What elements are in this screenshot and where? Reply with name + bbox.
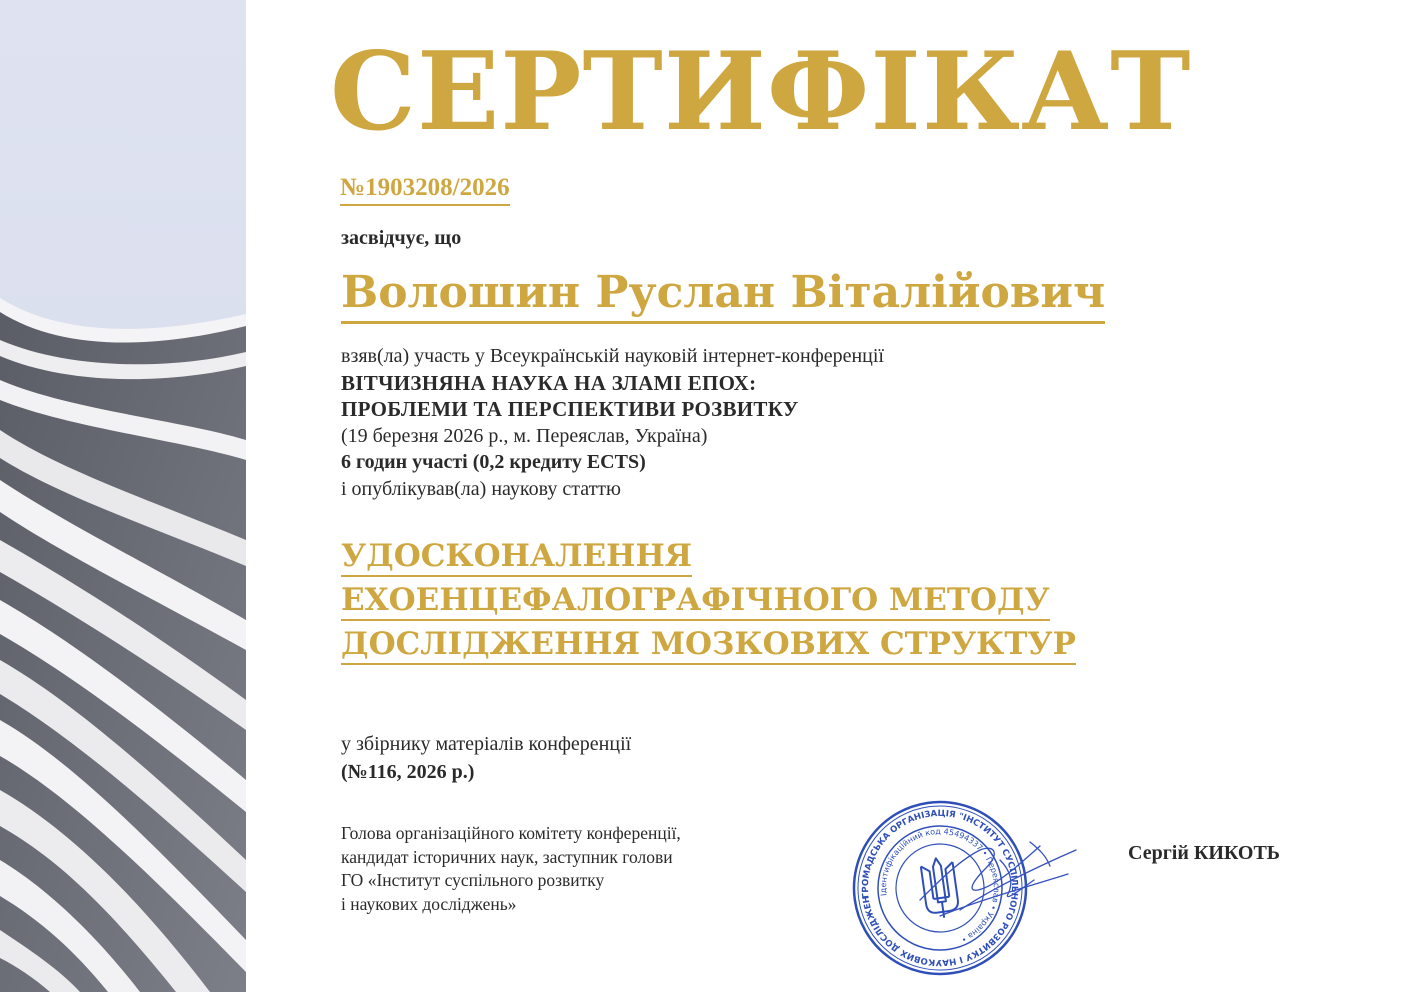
chair-position xyxy=(341,822,681,916)
conference-title-line-2: ПРОБЛЕМИ ТА ПЕРСПЕКТИВИ РОЗВИТКУ xyxy=(341,397,799,421)
article-title xyxy=(341,537,1241,669)
chair-line: Голова організаційного комітету конференції, xyxy=(341,823,681,843)
signature xyxy=(900,820,1090,930)
certificate-title: СЕРТИФІКАТ xyxy=(330,29,1192,155)
recipient-name: Волошин Руслан Віталійович xyxy=(341,268,1105,324)
published-text: і опублікував(ла) наукову статтю xyxy=(341,477,621,500)
collection-info xyxy=(341,730,631,786)
chair-line: ГО «Інститут суспільного розвитку xyxy=(341,870,605,890)
conference-title-line-1: ВІТЧИЗНЯНА НАУКА НА ЗЛАМІ ЕПОХ: xyxy=(341,370,757,395)
article-title-line: ДОСЛІДЖЕННЯ МОЗКОВИХ СТРУКТУР xyxy=(341,625,1076,665)
article-title-line: ЕХОЕНЦЕФАЛОГРАФІЧНОГО МЕТОДУ xyxy=(341,581,1050,621)
stamp-inner-text: Ідентифікаційний код 45494337 • Переяслав • Україна • xyxy=(878,826,1002,945)
collection-line: у збірнику матеріалів конференції xyxy=(341,733,632,755)
signer-name: Сергій КИКОТЬ xyxy=(1128,842,1281,864)
collection-issue: (№116, 2026 р.) xyxy=(341,761,475,783)
participation-hours: 6 годин участі (0,2 кредиту ECTS) xyxy=(341,451,646,473)
chair-line: і наукових досліджень» xyxy=(341,893,517,914)
architecture-side-image xyxy=(0,0,246,992)
certificate-number: №1903208/2026 xyxy=(340,174,510,206)
certifies-label: засвідчує, що xyxy=(341,227,462,249)
article-title-line: УДОСКОНАЛЕННЯ xyxy=(341,537,692,577)
conference-details xyxy=(341,343,1341,502)
chair-line: кандидат історичних наук, заступник голови xyxy=(341,846,673,867)
conference-date-place: (19 березня 2026 р., м. Переяслав, Україна) xyxy=(341,424,708,447)
stamp-outer-text: ГРОМАДСЬКА ОРГАНІЗАЦІЯ "ІНСТИТУТ СУСПІЛЬНОГО РОЗВИТКУ І НАУКОВИХ ДОСЛІДЖЕНЬ" xyxy=(838,804,1020,968)
participation-text: взяв(ла) участь у Всеукраїнській науковій інтернет-конференції xyxy=(341,345,884,367)
